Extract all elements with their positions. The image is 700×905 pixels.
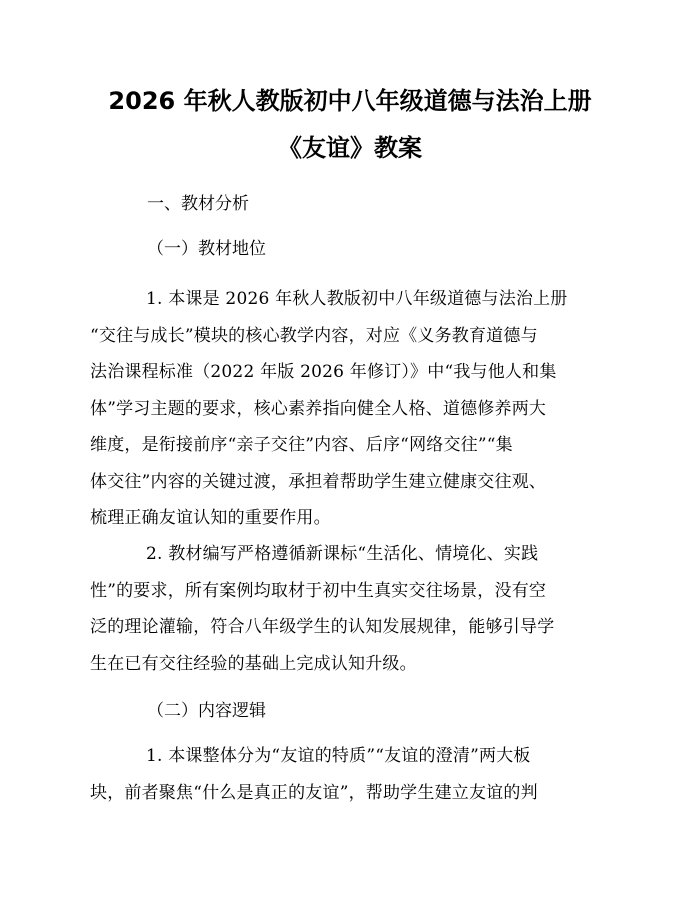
- subsection-heading-textbook-position: （一）教材地位: [147, 239, 266, 259]
- paragraph-1-line: 1. 本课是 2026 年秋人教版初中八年级道德与法治上册: [146, 289, 568, 309]
- paragraph-1-line: 法治课程标准（2022 年版 2026 年修订）》中“我与他人和集: [90, 362, 557, 382]
- document-title-line-1: 2026 年秋人教版初中八年级道德与法治上册: [108, 87, 592, 115]
- paragraph-2-line: 生在已有交往经验的基础上完成认知升级。: [90, 653, 417, 674]
- paragraph-1: [90, 288, 610, 544]
- paragraph-1-line: 梳理正确友谊认知的重要作用。: [90, 508, 331, 528]
- paragraph-3-line: 块，前者聚焦“什么是真正的友谊”，帮助学生建立友谊的判: [90, 782, 538, 803]
- paragraph-2-line: 2. 教材编写严格遵循新课标“生活化、情境化、实践: [146, 544, 539, 564]
- paragraph-1-line: 体交往”内容的关键过渡，承担着帮助学生建立健康交往观、: [90, 471, 547, 492]
- section-heading-textbook-analysis: 一、教材分析: [147, 194, 249, 214]
- paragraph-3: [90, 745, 610, 818]
- paragraph-2-line: 泛的理论灌输，符合八年级学生的认知发展规律，能够引导学: [90, 617, 555, 637]
- paragraph-3-line: 1. 本课整体分为“友谊的特质”“友谊的澄清”两大板: [146, 746, 531, 766]
- subsection-heading-content-logic: （二）内容逻辑: [147, 701, 266, 721]
- paragraph-1-line: 维度，是衔接前序“亲子交往”内容、后序“网络交往”“集: [90, 435, 513, 455]
- document-title-line-2: 《友谊》教案: [278, 134, 422, 162]
- paragraph-2-line: 性”的要求，所有案例均取材于初中生真实交往场景，没有空: [90, 580, 547, 601]
- paragraph-1-line: 体”学习主题的要求，核心素养指向健全人格、道德修养两大: [90, 398, 547, 419]
- paragraph-1-line: “交往与成长”模块的核心教学内容，对应《义务教育道德与: [90, 325, 538, 346]
- paragraph-2: [90, 543, 610, 689]
